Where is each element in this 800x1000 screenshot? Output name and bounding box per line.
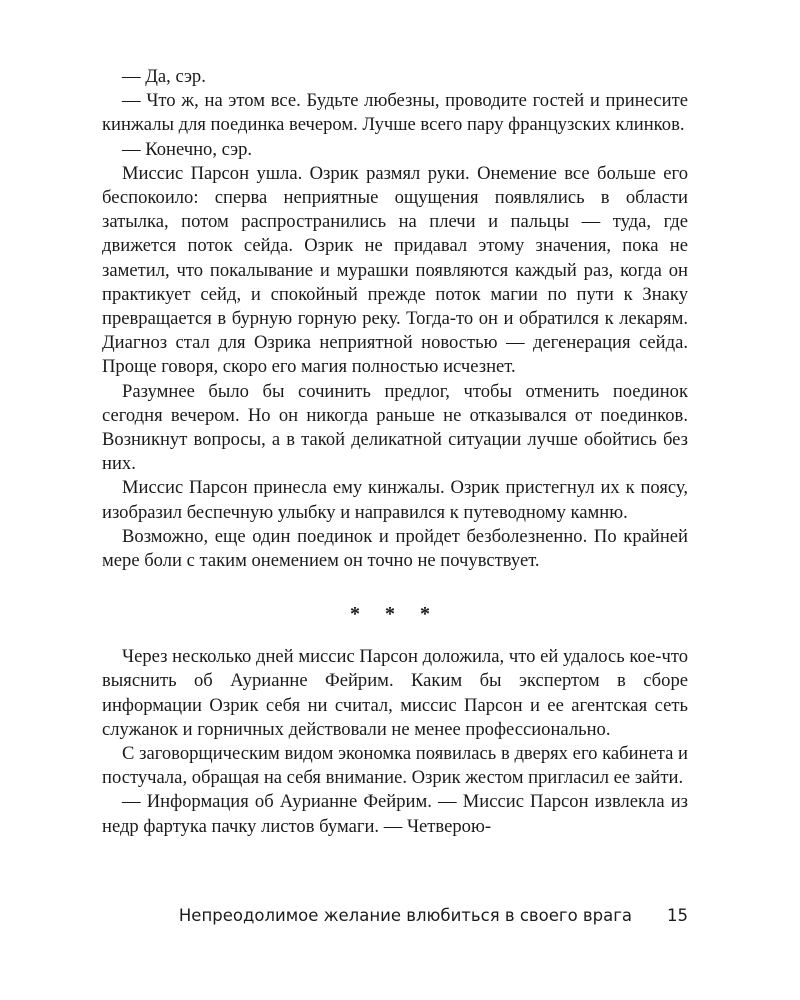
page-body	[102, 65, 688, 839]
paragraph: — Что ж, на этом все. Будьте любезны, проводите гостей и принесите кинжалы для поединка вечером. Лучше всего пару французских клинков.	[102, 90, 688, 136]
paragraph: Возможно, еще один поединок и пройдет безболезненно. По крайней мере боли с таким онемением он точно не почувствует.	[102, 525, 688, 572]
paragraph: Через несколько дней миссис Парсон доложила, что ей удалось кое-что выяснить об Аурианне Фейрим. Каким бы экспертом в сборе информации Озрик себя ни считал, миссис Парсон и ее агентская сеть служанок и горничных действовали не менее профессионально.	[102, 646, 688, 740]
paragraph: Миссис Парсон принесла ему кинжалы. Озрик пристегнул их к поясу, изобразил беспечную улыбку и направился к путеводному камню.	[102, 477, 688, 523]
paragraph: Миссис Парсон ушла. Озрик размял руки. Онемение все больше его беспокоило: сперва неприятные ощущения появлялись в области затылка, потом распространились на плечи и пальцы — туда, где движется поток сейда. Озрик не придавал этому значения, пока не заметил, что покалывание и мурашки появляются каждый раз, когда он практикует сейд, и спокойный прежде поток магии по пути к Знаку превращается в бурную горную реку. Тогда-то он и обратился к лекарям. Диагноз стал для Озрика неприятной новостью — дегенерация сейда. Проще говоря, скоро его магия полностью исчезнет.	[102, 162, 688, 378]
page-footer	[102, 904, 688, 930]
section-separator: * * *	[350, 603, 440, 626]
running-title: Непреодолимое желание влюбиться в своего врага	[178, 906, 632, 925]
page-number: 15	[667, 906, 688, 925]
paragraph: — Да, сэр.	[122, 66, 206, 87]
paragraph: — Информация об Аурианне Фейрим. — Миссис Парсон извлекла из недр фартука пачку листов бумаги. — Четверою-	[102, 791, 688, 837]
paragraph: — Конечно, сэр.	[122, 138, 253, 160]
paragraph: С заговорщическим видом экономка появилась в дверях его кабинета и постучала, обращая на себя внимание. Озрик жестом пригласил ее зайти.	[102, 743, 688, 789]
paragraph: Разумнее было бы сочинить предлог, чтобы отменить поединок сегодня вечером. Но он никогда раньше не отказывался от поединков. Возникнут вопросы, а в такой деликатной ситуации лучше обойтись без них.	[102, 380, 688, 475]
